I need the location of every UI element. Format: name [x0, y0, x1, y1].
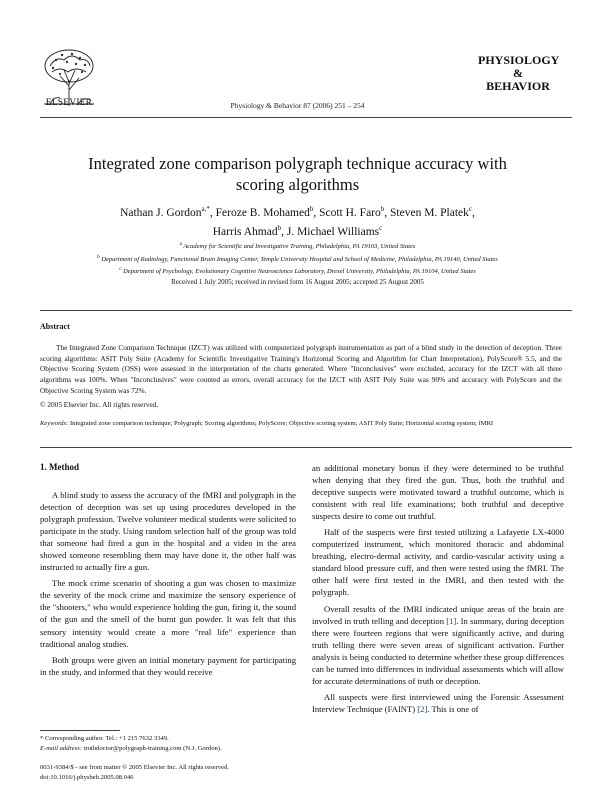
- author-name: Steven M. Platek: [390, 206, 469, 219]
- email-label: E-mail address:: [40, 744, 83, 752]
- corresponding-author: * Corresponding author. Tel.: +1 215 7632 3349.: [40, 735, 169, 742]
- affiliation-text: Department of Radiology, Functional Brain Imaging Center, Temple University Hospital and School of Medicine, Philadelphia, PA 19140, United States: [101, 255, 498, 263]
- affiliation-sup: b: [97, 254, 100, 260]
- author-affil-sup: b: [277, 223, 282, 232]
- author-affil-sup: b: [309, 205, 314, 213]
- paragraph: [312, 603, 564, 687]
- affiliation-sup: c: [119, 267, 122, 273]
- email-address[interactable]: truthdoctor@polygraph-training.com (N.J. Gordon).: [83, 744, 222, 752]
- author-affil-sup: c: [379, 223, 383, 232]
- author-name: J. Michael Williams: [286, 225, 380, 238]
- journal-logo-line-1: PHYSIOLOGY: [478, 53, 560, 67]
- article-title: [60, 153, 535, 195]
- author-list: Nathan J. Gordon$^{a,*}$, Feroze B. Mohamed$^b$, Scott H. Faro$^b$, Steven M. Platek$^c$, Harris Ahmad$^b$, J. Michael Williams$^c$: [120, 205, 475, 238]
- paragraph: Half of the suspects were first tested utilizing a Lafayette LX-4000 computerized instrument, which monitored thoracic and abdominal breathing, electro-dermal activity, and cardio-vascular activity using a standard blood pressure cuff, and then were tested using the fMRI. The other half were first tested in the fMRI, and then tested with the polygraph.: [312, 527, 564, 598]
- author-name: Harris Ahmad: [212, 225, 278, 238]
- doi-line[interactable]: doi:10.1016/j.physbeh.2005.08.046: [40, 773, 134, 781]
- affiliation-item: [30, 240, 565, 253]
- corresponding-footnote: [40, 734, 300, 753]
- paragraph-text: Overall results of the fMRI indicated unique areas of the brain are involved in truth telling and deception: [312, 603, 564, 626]
- abstract-body: The Integrated Zone Comparison Technique (IZCT) was utilized with computerized polygraph instrumentation as part of a blind study in the detection of deception. Three scoring algorithms: ASIT Poly Suite (Academy for Scientific Investigative Training's Horizontal Scoring and Algorithm for Chart Interpretation), PolyScore® 5.5, and the Objective Scoring System (OSS) were assessed in the interpretation of the charts generated. Where "Inconclusives" were excluded, accuracy for the IZCT with all three algorithms was 100%. When "Inconclusives" were counted as errors, overall accuracy for the IZCT with ASIT Poly Suite was 90% and accuracy with PolyScore and the Objective Scoring System was 72%.: [40, 343, 562, 395]
- citation-link[interactable]: [2]: [417, 703, 428, 714]
- issn-line: 0031-9384/$ - see front matter © 2005 Elsevier Inc. All rights reserved.: [40, 764, 230, 771]
- title-line-2: scoring algorithms: [235, 175, 360, 194]
- paragraph: A blind study to assess the accuracy of the fMRI and polygraph in the detection of deception was set up using procedures developed in the polygraph profession. Twelve volunteer medical students were solicited to participate in the study. Using random selection half of the group was told that someone had fired a gun in the hospital and a video in the area showed someone resembling them may have done it, the other half was instructed to actually fire a gun.: [40, 490, 296, 573]
- author-name: Nathan J. Gordon: [120, 206, 202, 219]
- citation-link[interactable]: [1]: [446, 615, 457, 626]
- affiliation-item: [30, 253, 565, 266]
- keywords-label: Keywords:: [40, 420, 69, 427]
- journal-logo-line-2: &: [513, 66, 523, 80]
- paragraph-text: . This is one of: [427, 703, 479, 714]
- author-affil-sup: c: [468, 205, 473, 213]
- paragraph: [312, 691, 564, 715]
- author-name: Feroze B. Mohamed: [215, 206, 310, 219]
- journal-reference: Physiology & Behavior 87 (2006) 251 – 254: [230, 101, 365, 110]
- author-name: Scott H. Faro: [319, 206, 381, 219]
- paragraph: Both groups were given an initial monetary payment for participating in the study, and informed that they would receive: [40, 654, 296, 677]
- affiliation-item: [30, 265, 565, 278]
- abstract-heading: Abstract: [40, 322, 70, 331]
- affiliation-text: Department of Psychology, Evolutionary Cognitive Neuroscience Laboratory, Drexel University, Philadelphia, PA 19104, United States: [123, 268, 476, 276]
- paragraph: The mock crime scenario of shooting a gun was chosen to maximize the severity of the mock crime and maximize the sensory experience of the "shooters," who would experience holding the gun, firing it, the sound of the gun and the smell of the burnt gun powder. It was felt that this sensory intensity would create a more "real life" experience than traditional analog studies.: [40, 578, 296, 649]
- journal-logo: [478, 54, 558, 93]
- keywords-text: Integrated zone comparison technique; Polygraph; Scoring algorithms; PolyScore; Objective scoring system; ASIT Poly Suite; Horizontal scoring system; fMRI: [69, 420, 494, 427]
- publisher-name: ELSEVIER: [45, 98, 93, 108]
- author-affil-sup: b: [380, 205, 385, 213]
- paragraph: an additional monetary bonus if they were determined to be truthful when denying that they fired the gun. Thus, both the truthful and deceptive suspects were motivated toward a truthful outcome, which is consistent with real life examinations; both truthful and deceptive suspects desire to come out truthful.: [312, 463, 564, 522]
- keywords: [40, 419, 562, 430]
- right-column: [312, 462, 564, 719]
- paragraph-text: . In summary, during deception there were fourteen regions that were significantly active, and during truth telling there were seven areas of significant activation. Further analysis is being conducted to determine whether these group differences can be turned into differences in individual assessments which will allow for accurate determinations of truth or deception.: [312, 615, 564, 686]
- title-line-1: Integrated zone comparison polygraph technique accuracy with: [88, 154, 507, 173]
- paragraph-text: All suspects were first interviewed using the Forensic Assessment Interview Technique (FAINT): [312, 691, 564, 714]
- footnote-rule: [40, 730, 120, 731]
- affiliation-sup: a: [179, 242, 182, 247]
- abstract-copyright: © 2005 Elsevier Inc. All rights reserved.: [40, 400, 159, 409]
- header-rule: [40, 117, 572, 118]
- abstract-bottom-rule: [40, 447, 572, 448]
- journal-logo-line-3: BEHAVIOR: [486, 79, 550, 93]
- author-affil-sup: a,*: [201, 205, 210, 213]
- affiliations: [30, 240, 565, 278]
- affiliation-text: Academy for Scientific and Investigative Training, Philadelphia, PA 19103, United States: [183, 243, 416, 251]
- received-dates: Received 1 July 2005; received in revised form 16 August 2005; accepted 25 August 2005: [171, 278, 424, 286]
- abstract-top-rule: [40, 310, 572, 311]
- left-column: [40, 489, 296, 682]
- section-heading: 1. Method: [40, 462, 79, 472]
- publication-info: [40, 763, 340, 782]
